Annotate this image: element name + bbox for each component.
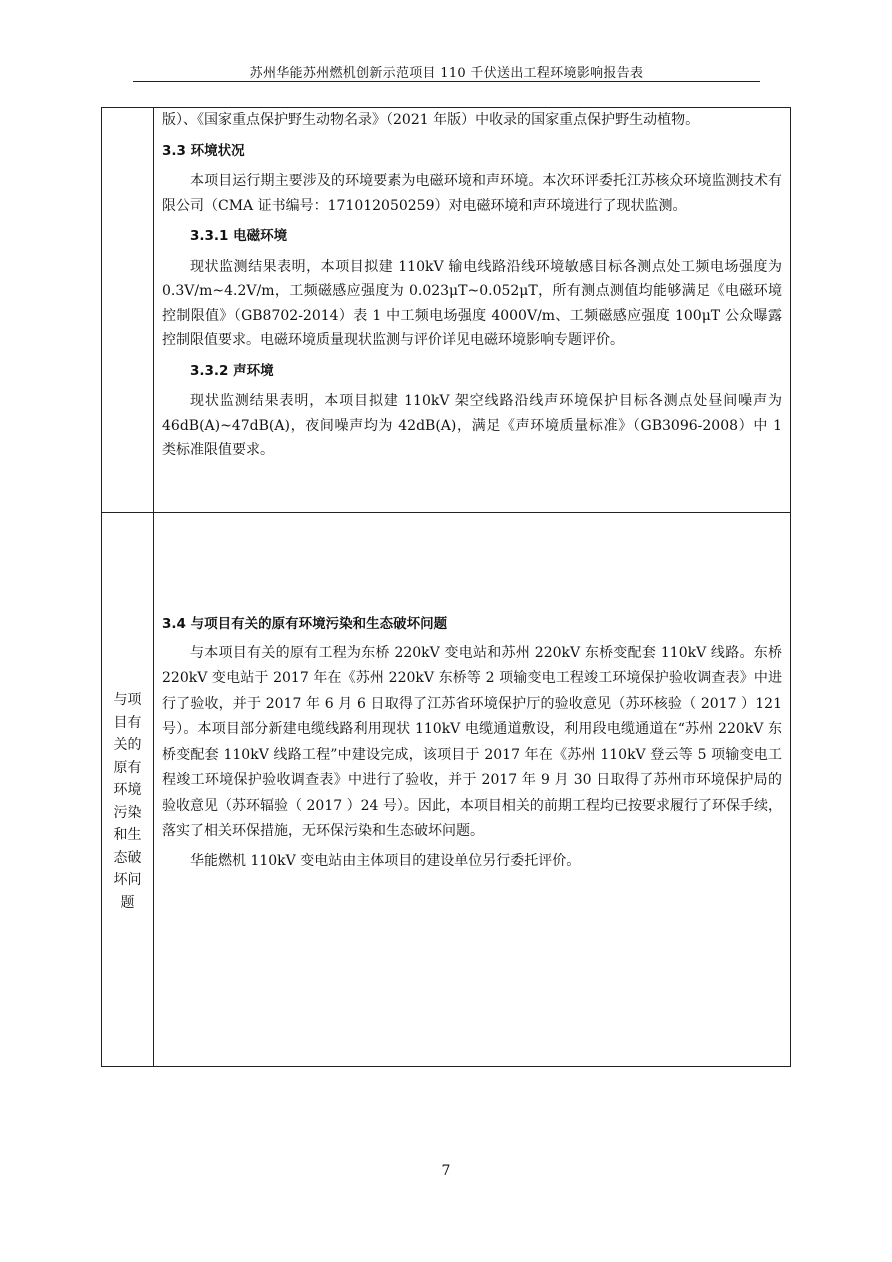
label-char: 坏问 bbox=[113, 872, 142, 888]
environment-intro: 本项目运行期主要涉及的环境要素为电磁环境和声环境。本次环评委托江苏核众环境监测技术有限公司（CMA 证书编号：171012050259）对电磁环境和声环境进行了现状监测。 bbox=[162, 173, 782, 214]
content-cell-existing-issues bbox=[154, 513, 790, 1066]
section-heading-3-4: 3.4 与项目有关的原有环境污染和生态破坏问题 bbox=[162, 616, 448, 632]
section-heading-3-3: 3.3 环境状况 bbox=[162, 142, 245, 159]
document-header: 苏州华能苏州燃机创新示范项目 110 千伏送出工程环境影响报告表 bbox=[249, 66, 644, 81]
em-environment-text: 现状监测结果表明，本项目拟建 110kV 输电线路沿线环境敏感目标各测点处工频电场强度为 0.3V/m~4.2V/m，工频磁感应强度为 0.023μT~0.052μT，所有测点测值均能够满足《电磁环境控制限值》（GB8702-2014）表 1 中工频电场强度 4000V/m、工频磁感应强度 100μT 公众曝露控制限值要求。电磁环境质量现状监测与评价详见电磁环境影响专题评价。 bbox=[162, 258, 782, 348]
section-heading-3-3-1: 3.3.1 电磁环境 bbox=[190, 228, 288, 244]
substation-note: 华能燃机 110kV 变电站由主体项目的建设单位另行委托评价。 bbox=[190, 852, 581, 869]
label-char: 态破 bbox=[113, 849, 142, 866]
continuation-text: 版）、《国家重点保护野生动物名录》（2021 年版）中收录的国家重点保护野生动植物。 bbox=[162, 112, 700, 128]
page-number: 7 bbox=[441, 1163, 451, 1179]
label-char: 原有 bbox=[113, 759, 142, 776]
label-cell-existing-issues bbox=[102, 513, 154, 1066]
label-char: 和生 bbox=[113, 827, 142, 843]
label-cell-empty bbox=[102, 108, 154, 512]
section-heading-3-3-2: 3.3.2 声环境 bbox=[190, 362, 274, 379]
report-table bbox=[101, 107, 791, 1067]
vertical-row-label bbox=[102, 689, 153, 914]
content-cell-environment bbox=[154, 108, 790, 512]
label-char: 与项 bbox=[113, 692, 142, 708]
label-char: 污染 bbox=[113, 804, 142, 821]
header-rule bbox=[133, 81, 760, 82]
label-char: 关的 bbox=[113, 737, 142, 753]
label-char: 题 bbox=[120, 894, 135, 911]
noise-environment-text: 现状监测结果表明，本项目拟建 110kV 架空线路沿线声环境保护目标各测点处昼间噪声为 46dB(A)~47dB(A)，夜间噪声均为 42dB(A)，满足《声环境质量标准》（GB3096-2008）中 1 类标准限值要求。 bbox=[162, 393, 782, 458]
table-row-existing-issues bbox=[102, 513, 790, 1066]
label-char: 目有 bbox=[113, 714, 142, 731]
table-row-environment bbox=[102, 108, 790, 513]
existing-issues-text: 与本项目有关的原有工程为东桥 220kV 变电站和苏州 220kV 东桥变配套 110kV 线路。东桥 220kV 变电站于 2017 年在《苏州 220kV 东桥等 2 项输变电工程竣工环境保护验收调查表》中进行了验收，并于 2017 年 6 月 6 日取得了江苏省环境保护厅的验收意见（苏环核验（ 2017 ）121 号）。本项目部分新建电缆线路利用现状 110kV 电缆通道敷设，利用段电缆通道在“苏州 220kV 东桥变配套 110kV 线路工程”中建设完成，该项目于 2017 年在《苏州 110kV 登云等 5 项输变电工程竣工环境保护验收调查表》中进行了验收，并于 2017 年 9 月 30 日取得了苏州市环境保护局的验收意见（苏环辐验（ 2017 ）24 号）。因此，本项目相关的前期工程均已按要求履行了环保手续，落实了相关环保措施，无环保污染和生态破坏问题。 bbox=[162, 644, 782, 839]
label-char: 环境 bbox=[113, 782, 142, 798]
